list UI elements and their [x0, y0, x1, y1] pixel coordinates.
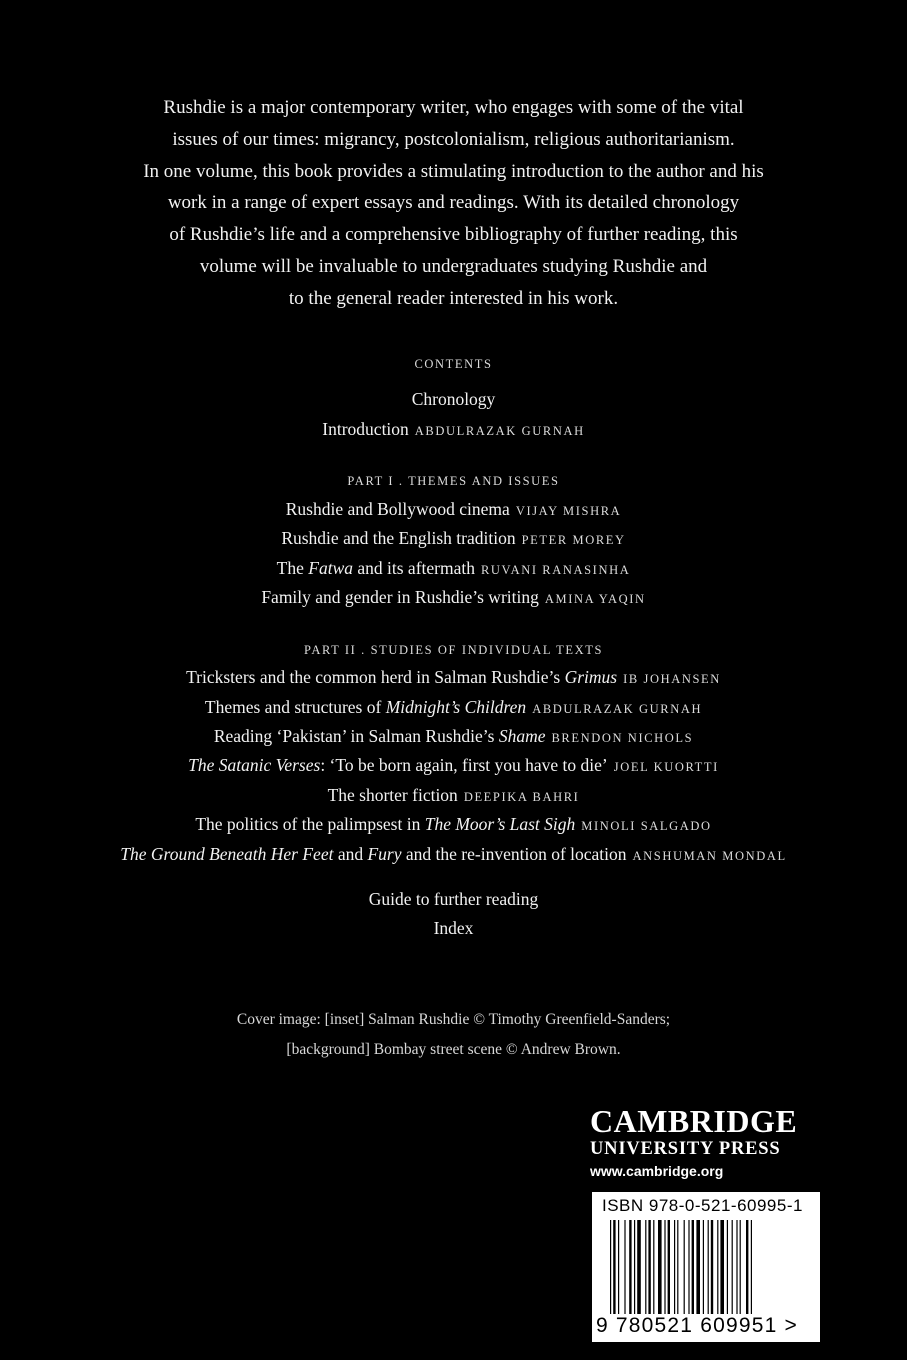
barcode-bar	[692, 1220, 694, 1314]
entry-author: MINOLI SALGADO	[581, 819, 712, 833]
entry-title: The shorter fiction	[327, 785, 458, 805]
barcode-bar	[746, 1220, 748, 1314]
contents-entry	[0, 558, 907, 579]
contents-entry	[0, 499, 907, 520]
blurb-line: of Rushdie’s life and a comprehensive bibliography of further reading, this	[169, 224, 738, 246]
entry-title-italic: The Satanic Verses	[188, 755, 321, 775]
barcode-digits: 9 780521 609951 >	[596, 1314, 798, 1337]
barcode-bar	[610, 1220, 611, 1314]
part-one-heading: PART I . THEMES AND ISSUES	[347, 474, 560, 488]
blurb-line: to the general reader interested in his work.	[288, 287, 619, 309]
entry-title: and the re-invention of location	[401, 844, 627, 864]
entry-title: Guide to further reading	[368, 889, 539, 909]
contents-entry-index	[0, 918, 907, 939]
cover-image-credits	[0, 1005, 907, 1065]
entry-title: Themes and structures of	[204, 697, 386, 717]
entry-author: BRENDON NICHOLS	[551, 731, 694, 745]
barcode-bar	[664, 1220, 665, 1314]
barcode-bar	[684, 1220, 685, 1314]
entry-author: AMINA YAQIN	[544, 592, 646, 606]
entry-author: IB JOHANSEN	[623, 672, 721, 686]
entry-title-italic: Midnight’s Children	[385, 697, 527, 717]
entry-author: ANSHUMAN MONDAL	[632, 849, 787, 863]
barcode-bar	[674, 1220, 675, 1314]
entry-title-italic: The Ground Beneath Her Feet	[120, 844, 334, 864]
barcode-bar	[668, 1220, 670, 1314]
barcode-bar	[727, 1220, 728, 1314]
barcode-bar	[624, 1220, 625, 1314]
contents-entry	[0, 667, 907, 688]
barcode-bar	[696, 1220, 700, 1314]
barcode-bar	[629, 1220, 631, 1314]
credit-line: Cover image: [inset] Salman Rushdie © Timothy Greenfield-Sanders;	[236, 1011, 671, 1028]
entry-author: DEEPIKA BAHRI	[463, 790, 580, 804]
barcode-bar	[645, 1220, 646, 1314]
blurb-line: volume will be invaluable to undergraduates studying Rushdie and	[199, 255, 708, 277]
publisher-url: www.cambridge.org	[590, 1163, 724, 1179]
entry-title: The	[276, 558, 309, 578]
barcode-bar	[717, 1220, 718, 1314]
barcode-bar	[751, 1220, 752, 1314]
barcode-bar	[703, 1220, 704, 1314]
barcode-bar	[720, 1220, 724, 1314]
contents-entry	[0, 726, 907, 747]
barcode-bar	[711, 1220, 713, 1314]
barcode-bar	[677, 1220, 678, 1314]
entry-author: RUVANI RANASINHA	[480, 563, 631, 577]
blurb-line: work in a range of expert essays and readings. With its detailed chronology	[167, 192, 740, 214]
barcode-bar	[740, 1220, 741, 1314]
barcode-bar	[637, 1220, 641, 1314]
entry-title: and	[333, 844, 368, 864]
entry-title: Reading ‘Pakistan’ in Salman Rushdie’s	[213, 726, 499, 746]
contents-entry	[0, 755, 907, 776]
entry-title: Tricksters and the common herd in Salman Rushdie’s	[186, 667, 565, 687]
entry-title: Index	[433, 918, 474, 938]
entry-title: The politics of the palimpsest in	[195, 814, 425, 834]
isbn-number: ISBN 978-0-521-60995-1	[602, 1196, 803, 1215]
entry-title: : ‘To be born again, first you have to die’	[320, 755, 608, 775]
blurb-line: issues of our times: migrancy, postcolonialism, religious authoritarianism.	[172, 128, 735, 150]
barcode-bar	[618, 1220, 619, 1314]
entry-title-italic: Fatwa	[308, 558, 353, 578]
entry-title: and its aftermath	[353, 558, 475, 578]
barcode-bar	[688, 1220, 689, 1314]
barcode-bar	[736, 1220, 737, 1314]
publisher-logo	[590, 1104, 830, 1182]
entry-author: JOEL KUORTTI	[613, 760, 719, 774]
barcode-bar	[708, 1220, 709, 1314]
barcode-bar	[613, 1220, 615, 1314]
barcode-bar	[732, 1220, 733, 1314]
entry-author: ABDULRAZAK GURNAH	[414, 424, 585, 438]
entry-title: Introduction	[322, 419, 409, 439]
contents-entry-chronology	[0, 389, 907, 410]
contents-entry	[0, 814, 907, 835]
contents-entry	[0, 587, 907, 608]
entry-title: Chronology	[411, 389, 496, 409]
entry-title: Rushdie and Bollywood cinema	[285, 499, 510, 519]
barcode-bar	[634, 1220, 635, 1314]
isbn-barcode	[592, 1192, 820, 1342]
blurb-line: Rushdie is a major contemporary writer, who engages with some of the vital	[163, 97, 744, 118]
barcode-bar	[648, 1220, 650, 1314]
entry-author: ABDULRAZAK GURNAH	[532, 702, 703, 716]
entry-title: Rushdie and the English tradition	[281, 528, 516, 548]
blurb-line: In one volume, this book provides a stimulating introduction to the author and his	[143, 160, 764, 182]
entry-title-italic: Shame	[498, 726, 546, 746]
entry-title-italic: Grimus	[564, 667, 618, 687]
contents-entry-further-reading	[0, 889, 907, 910]
entry-title-italic: Fury	[367, 844, 402, 864]
contents-entry	[0, 785, 907, 806]
credit-line: [background] Bombay street scene © Andrew Brown.	[286, 1041, 621, 1058]
barcode-bars	[610, 1220, 802, 1314]
contents-entry-introduction	[0, 419, 907, 440]
entry-title-italic: The Moor’s Last Sigh	[424, 814, 576, 834]
contents-entry	[0, 528, 907, 549]
publisher-subtitle: UNIVERSITY PRESS	[590, 1139, 781, 1159]
barcode-bar	[658, 1220, 662, 1314]
barcode-bar	[653, 1220, 654, 1314]
publisher-name: CAMBRIDGE	[590, 1103, 798, 1139]
contents-entry	[0, 697, 907, 718]
entry-title: Family and gender in Rushdie’s writing	[261, 587, 539, 607]
part-two-heading: PART II . STUDIES OF INDIVIDUAL TEXTS	[303, 643, 604, 657]
entry-author: PETER MOREY	[521, 533, 626, 547]
contents-heading: CONTENTS	[414, 357, 493, 371]
entry-author: VIJAY MISHRA	[515, 504, 622, 518]
contents-entry	[0, 844, 907, 865]
back-cover-blurb	[80, 92, 827, 315]
